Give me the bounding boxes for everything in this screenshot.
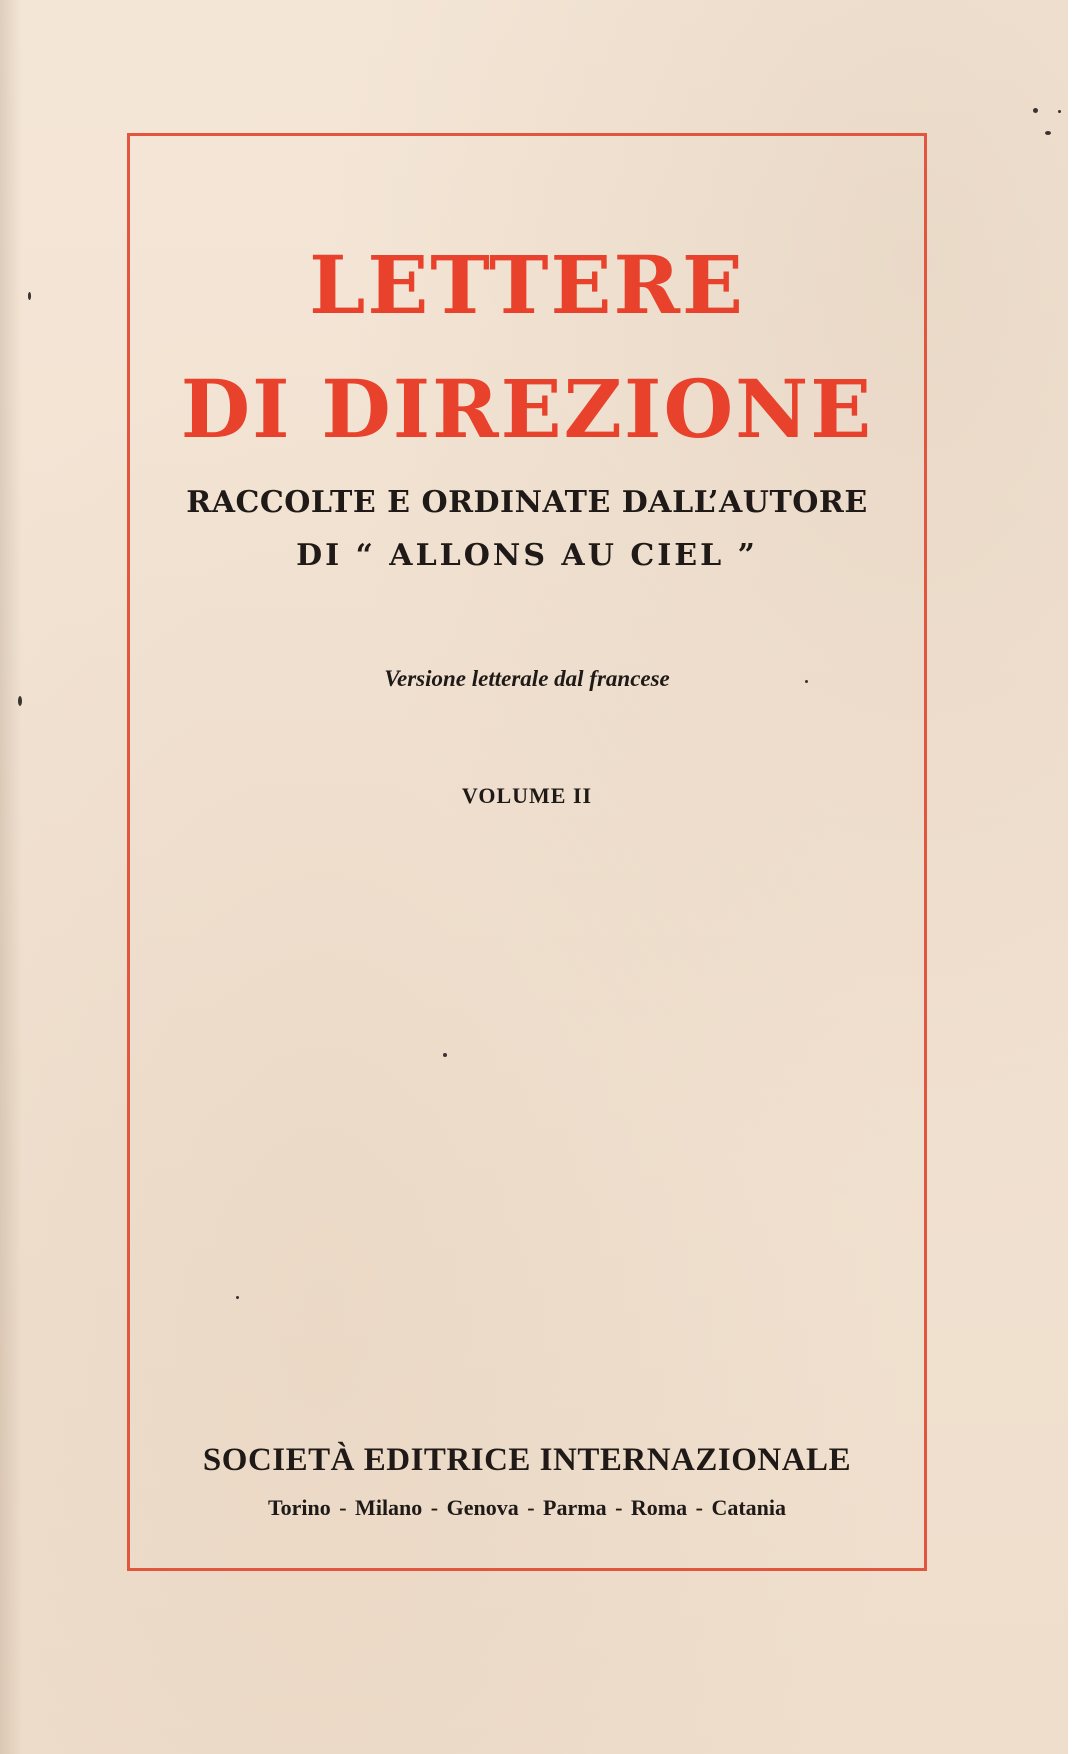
- scan-margin: [1068, 0, 1075, 1754]
- paper-speck: [805, 680, 808, 683]
- paper-speck: [443, 1053, 447, 1057]
- publisher-name: SOCIETÀ EDITRICE INTERNAZIONALE: [202, 1442, 852, 1478]
- paper-speck: [28, 292, 31, 300]
- paper-speck: [1033, 108, 1038, 113]
- title-line-2: DI DIREZIONE: [180, 362, 874, 456]
- title-line-1: LETTERE: [309, 238, 745, 332]
- volume-label: VOLUME II: [461, 783, 593, 808]
- subtitle-line-1: RACCOLTE E ORDINATE DALL’AUTORE: [186, 485, 868, 520]
- publisher-cities: Torino - Milano - Genova - Parma - Roma - Catania: [267, 1495, 787, 1520]
- paper-speck: [1045, 131, 1051, 135]
- spine-shadow: [0, 0, 22, 1754]
- red-border-frame: [127, 133, 927, 1571]
- paper-speck: [18, 696, 22, 706]
- subtitle-line-2: DI “ ALLONS AU CIEL ”: [296, 538, 758, 573]
- paper-speck: [1058, 110, 1061, 113]
- translation-note: Versione letterale dal francese: [384, 666, 670, 691]
- paper-speck: [236, 1296, 239, 1299]
